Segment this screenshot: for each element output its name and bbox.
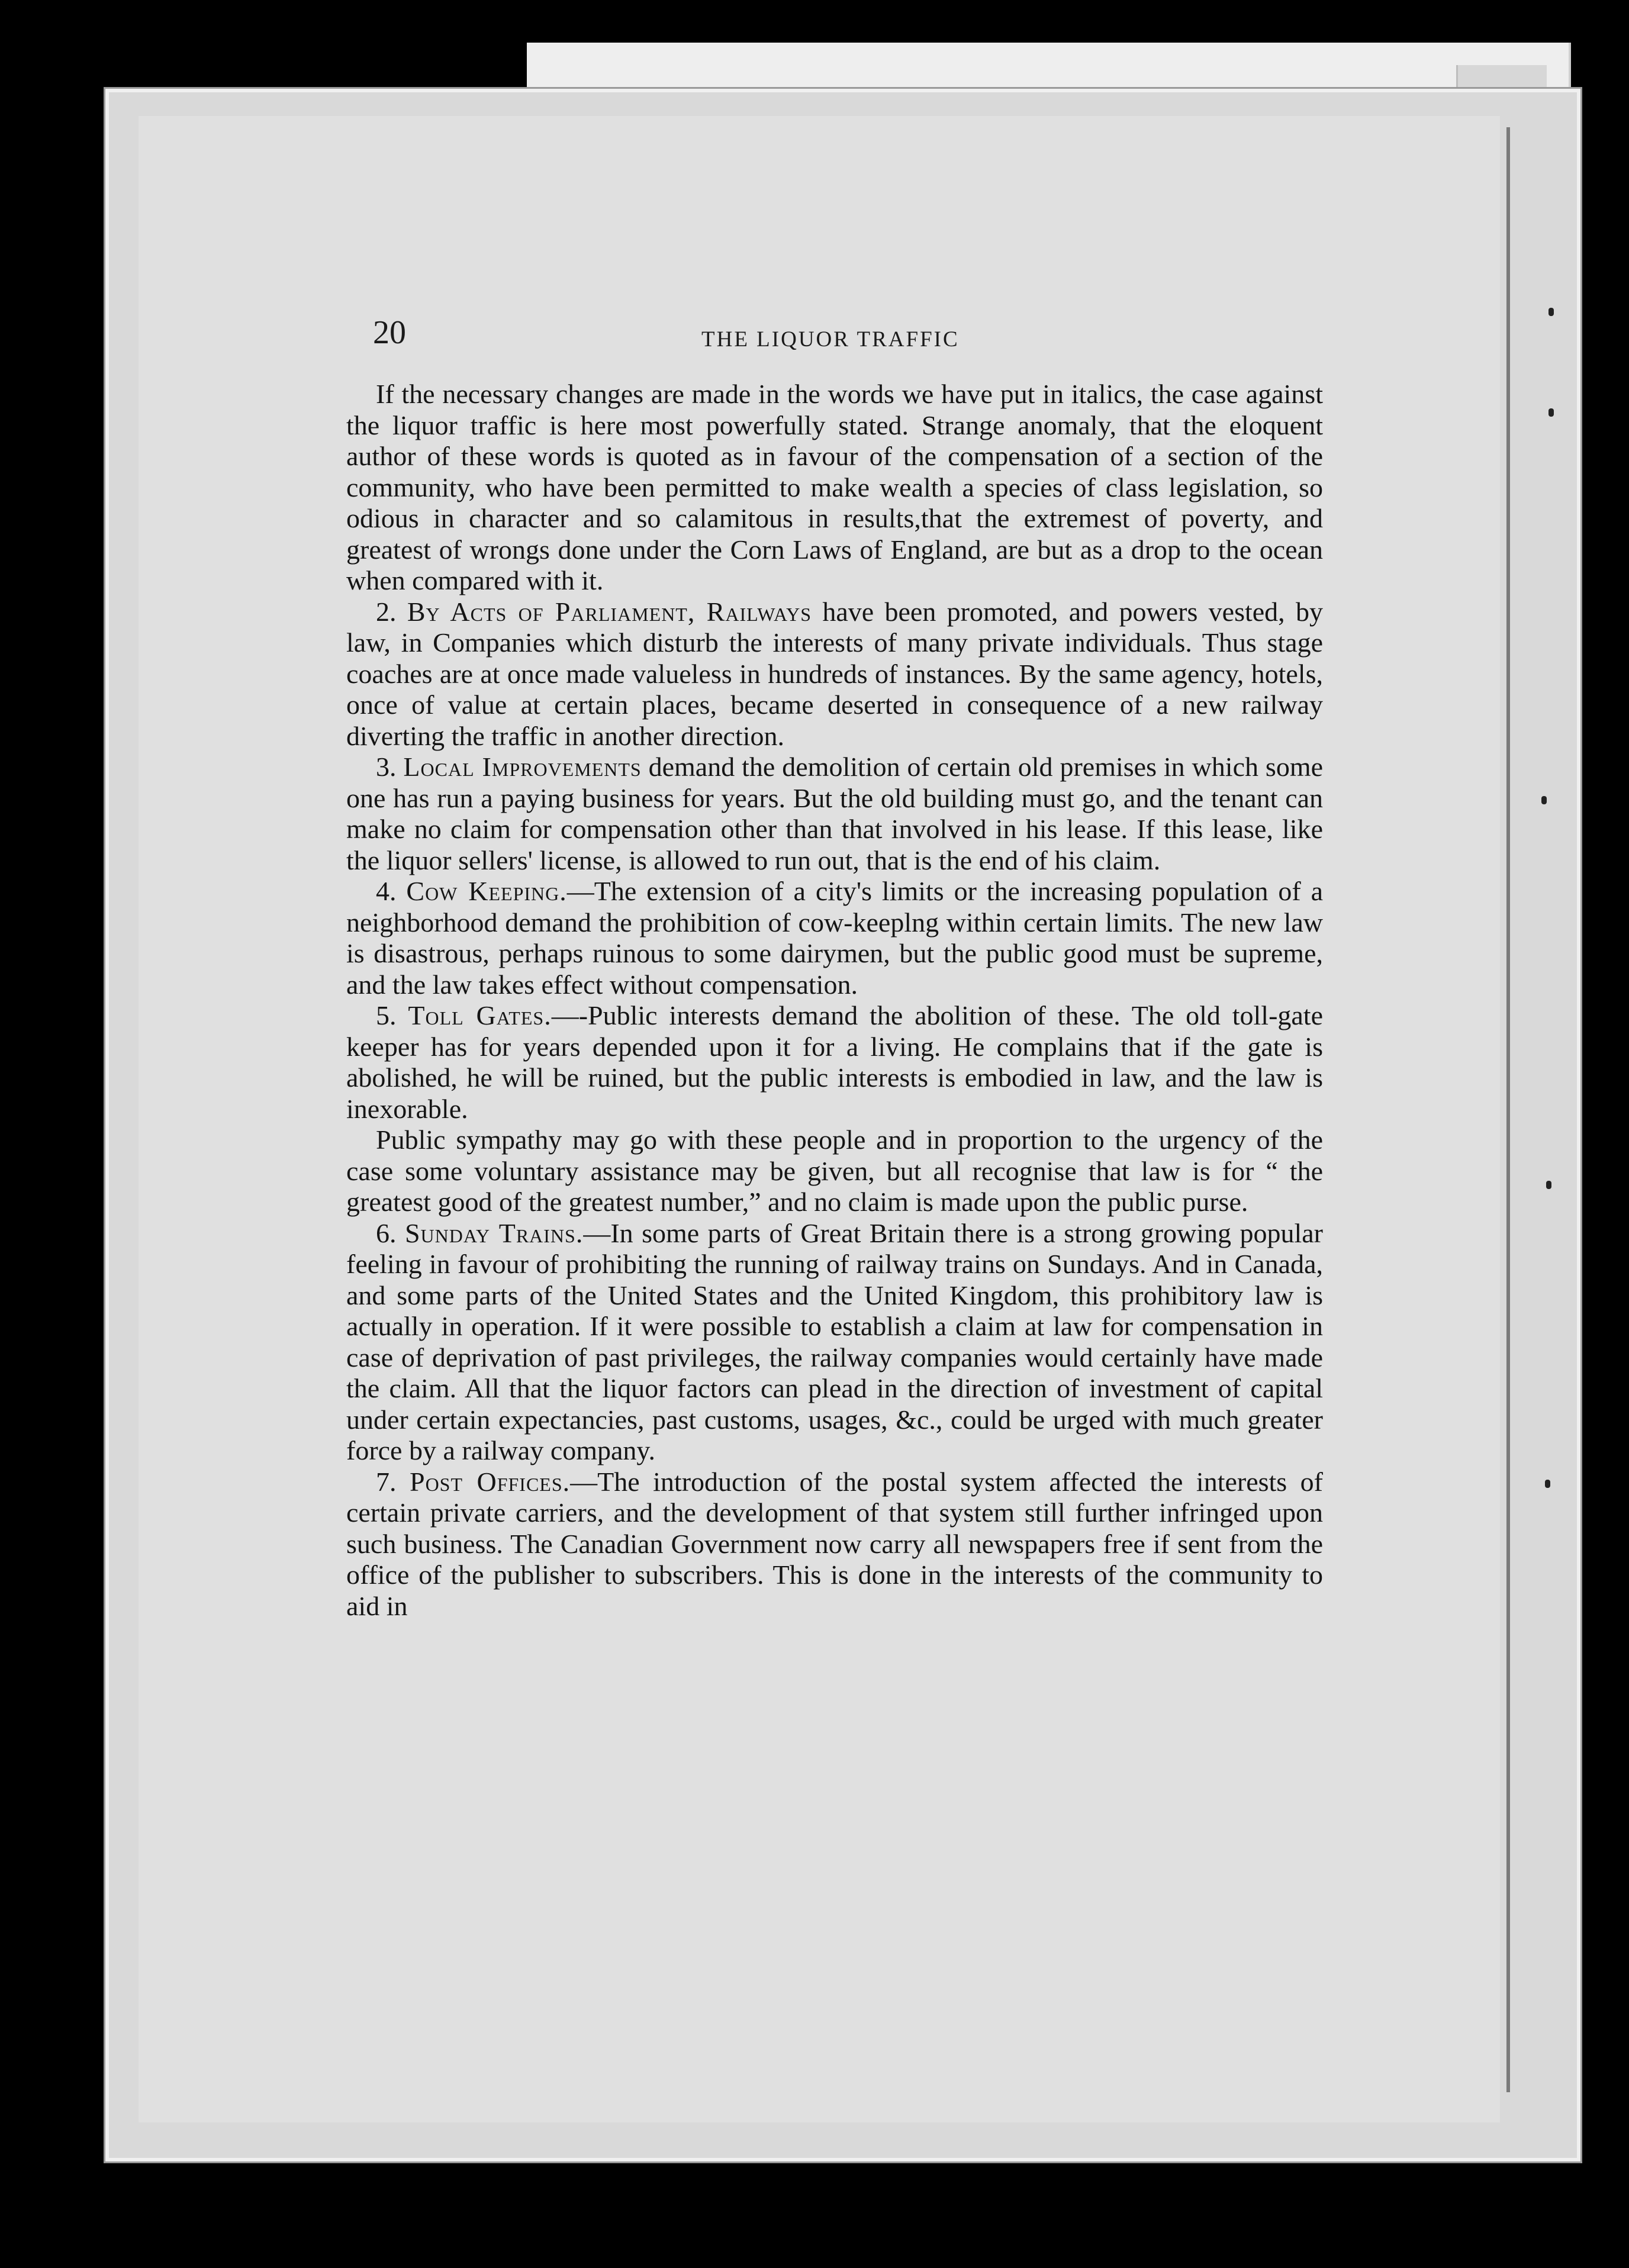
- speck-mark: [1546, 1181, 1551, 1189]
- paragraph-text: —-Public interests demand the abolition of these. The old toll-gate keeper has for years depended upon it for a living. He complains that if the gate is abolished, he will be ruined, but the public interests is embodied in law, and the law is inexorable.: [346, 1000, 1323, 1124]
- paragraph-text: Public sympathy may go with these people and in proportion to the urgency of the case some voluntary assistance may be given, but all recognise that law is for “ the greatest good of the greatest number,” and no claim is made upon the public purse.: [346, 1125, 1323, 1217]
- paragraph-text: —The introduction of the postal system affected the interests of certain private carriers, and the development of that system still further infringed upon such business. The Canadian Government now carry all newspapers free if sent from the office of the publisher to subscribers. This is done in the interests of the community to aid in: [346, 1466, 1324, 1621]
- paragraph-2: [346, 597, 1323, 752]
- paragraph-text: —In some parts of Great Britain there is a strong growing popular feeling in favour of prohibiting the running of railway trains on Sundays. And in Canada, and some parts of the United States and the United Kingdom, this prohibitory law is actually in operation. If it were possible to establish a claim at law for compensation in case of deprivation of past privileges, the railway companies would certainly have made the claim. All that the liquor factors can plead in the direction of investment of capital under certain expectancies, past customs, usages, &c., could be urged with much greater force by a railway company.: [346, 1217, 1323, 1465]
- paragraph-3: [346, 752, 1323, 876]
- speck-mark: [1541, 796, 1547, 804]
- paragraph-text: have been promoted, and powers vested, by law, in Companies which disturb the interests of many private individuals. Thus stage coaches are at once made valueless in hundreds of instances. By the same agency, hotels, once of value at certain places, became deserted in consequence of a new railway diverting the traffic in another direction.: [346, 596, 1323, 751]
- running-head: [373, 314, 1320, 361]
- running-title: THE LIQUOR TRAFFIC: [701, 327, 960, 352]
- speck-mark: [1545, 1480, 1550, 1488]
- speck-mark: [1548, 408, 1554, 417]
- paragraph-heading: Local Improvements: [403, 752, 642, 782]
- paragraph-8: [346, 1467, 1323, 1622]
- body-text: [346, 379, 1323, 1622]
- paragraph-text: demand the demolition of certain old premises in which some one has run a paying business for years. But the old building must go, and the tenant can make no claim for compensation other than that involved in his lease. If this lease, like the liquor sellers' license, is allowed to run out, that is the end of his claim.: [346, 752, 1324, 875]
- paragraph-4: [346, 876, 1323, 1000]
- paragraph-1: [346, 379, 1323, 597]
- paragraph-heading: By Acts of Parliament, Railways: [407, 596, 812, 627]
- page-fold-line: [1506, 127, 1510, 2092]
- speck-mark: [1548, 308, 1554, 316]
- paragraph-number: 2.: [376, 596, 397, 627]
- paragraph-number: 3.: [376, 752, 397, 782]
- paragraph-number: 6.: [376, 1217, 397, 1248]
- paragraph-number: 4.: [376, 876, 397, 906]
- paragraph-7: [346, 1218, 1323, 1467]
- page-number: 20: [373, 314, 406, 351]
- paragraph-text: If the necessary changes are made in the words we have put in italics, the case against the liquor traffic is here most powerfully stated. Strange anomaly, that the eloquent author of these words is quoted as in favour of the compensation of a section of the community, who have been permitted to make wealth a species of class legislation, so odious in character and so calamitous in results,that the extremest of poverty, and greatest of wrongs done under the Corn Laws of England, are but as a drop to the ocean when compared with it.: [346, 379, 1323, 595]
- paragraph-heading: Sunday Trains.: [404, 1217, 584, 1248]
- paragraph-6: [346, 1125, 1323, 1218]
- paragraph-heading: Cow Keeping.: [406, 876, 567, 906]
- paragraph-5: [346, 1000, 1323, 1125]
- paragraph-number: 7.: [376, 1466, 397, 1497]
- paragraph-heading: Post Offices.: [409, 1466, 571, 1497]
- paragraph-text: —The extension of a city's limits or the increasing population of a neighborhood demand the prohibition of cow-keeplng within certain limits. The new law is disastrous, perhaps ruinous to some dairymen, but the public good must be supreme, and the law takes effect without compensation.: [346, 876, 1324, 1000]
- paragraph-heading: Toll Gates.: [408, 1000, 552, 1030]
- paragraph-number: 5.: [376, 1000, 397, 1030]
